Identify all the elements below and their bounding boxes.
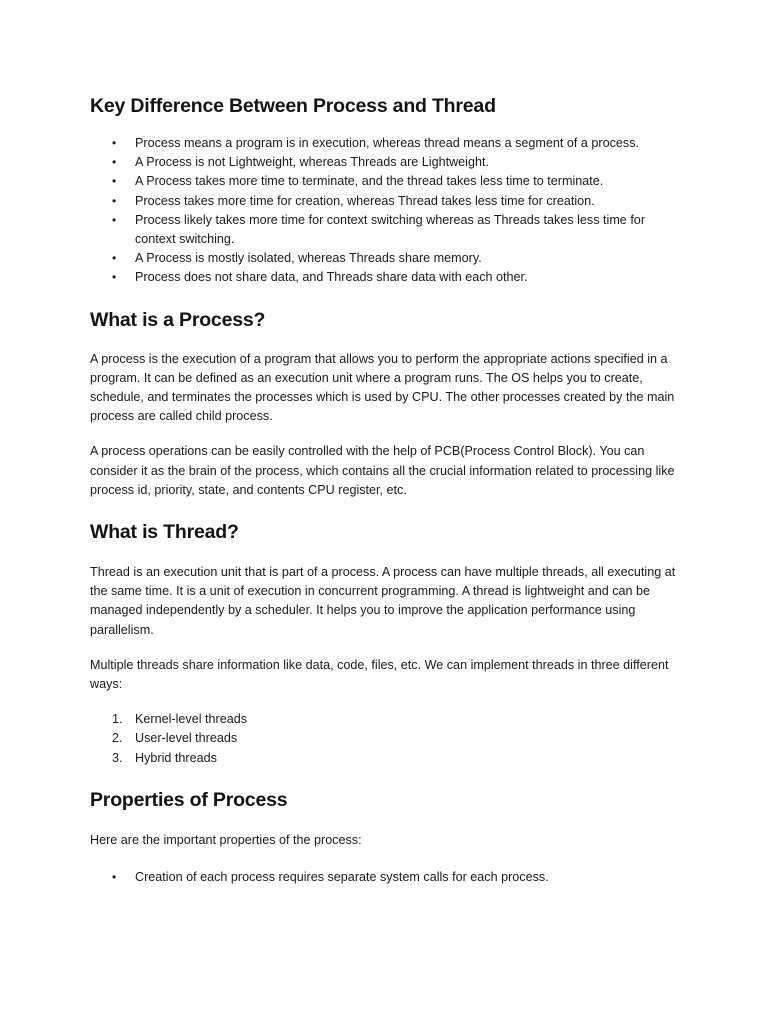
list-item: • A Process is mostly isolated, whereas Threads share memory.: [90, 249, 680, 268]
list-item: • Creation of each process requires separate system calls for each process.: [90, 868, 680, 887]
heading-key-difference: Key Difference Between Process and Thread: [90, 95, 496, 117]
paragraph: Thread is an execution unit that is part of a process. A process can have multiple threads, all executing at the same time. It is a unit of execution in concurrent programming. A thread is lightweight and can be managed independently by a scheduler. It helps you to improve the application performance using parallelism.: [90, 565, 676, 637]
heading-what-is-thread: What is Thread?: [90, 521, 239, 544]
heading-what-is-process: What is a Process?: [90, 308, 266, 331]
list-item: • Process likely takes more time for context switching whereas as Threads takes less time for context switching.: [90, 211, 680, 249]
list-item: • Process takes more time for creation, whereas Thread takes less time for creation.: [90, 192, 680, 211]
list-item: [90, 729, 680, 748]
paragraph: Here are the important properties of the process:: [90, 832, 362, 847]
paragraph: A process is the execution of a program that allows you to perform the appropriate actions specified in a program. It can be defined as an execution unit where a program runs. The OS helps you to create, schedule, and terminates the processes which is used by CPU. The other processes created by the main process are called child process.: [90, 351, 675, 424]
list-item: [90, 749, 680, 768]
list-number: 3.: [112, 750, 123, 765]
list-number: 2.: [112, 731, 123, 746]
list-item: [90, 710, 680, 729]
paragraph: A process operations can be easily controlled with the help of PCB(Process Control Block). You can consider it as the brain of the process, which contains all the crucial information related to processing like process id, priority, state, and contents CPU register, etc.: [90, 444, 675, 497]
list-item-text: Hybrid threads: [135, 750, 217, 765]
list-item: • Process means a program is in execution, whereas thread means a segment of a process.: [90, 134, 680, 153]
heading-properties-of-process: Properties of Process: [90, 788, 288, 811]
list-item-text: User-level threads: [135, 731, 238, 746]
thread-types-list: [90, 710, 680, 768]
list-item: • Process does not share data, and Threads share data with each other.: [90, 268, 680, 287]
document-page: [90, 92, 680, 887]
list-item: • A Process takes more time to terminate, and the thread takes less time to terminate.: [90, 172, 680, 191]
list-number: 1.: [112, 712, 123, 727]
properties-list: [90, 868, 680, 887]
paragraph: Multiple threads share information like data, code, files, etc. We can implement threads in three different ways:: [90, 657, 669, 692]
list-item-text: Kernel-level threads: [135, 712, 248, 727]
key-difference-list: [90, 134, 680, 288]
list-item: • A Process is not Lightweight, whereas Threads are Lightweight.: [90, 153, 680, 172]
